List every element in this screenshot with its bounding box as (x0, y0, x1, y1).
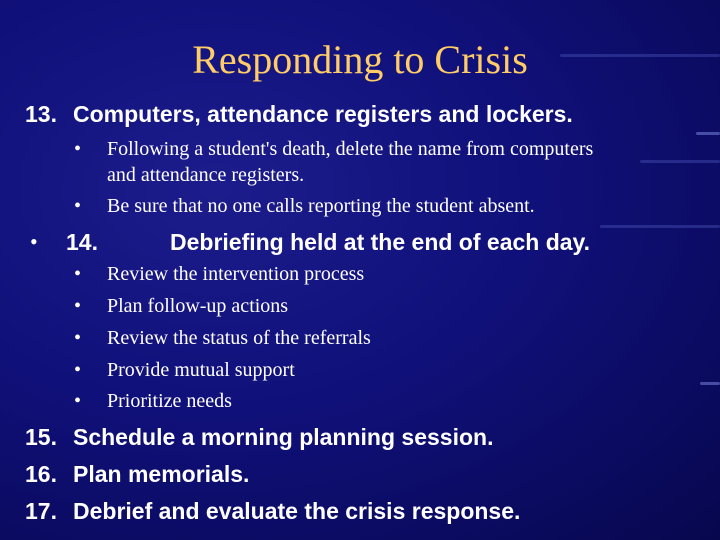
slide-title: Responding to Crisis (192, 37, 528, 82)
item-number: 13. (25, 101, 57, 127)
bullet-text: Prioritize needs (107, 390, 232, 412)
bullet-text: Review the intervention process (107, 263, 365, 285)
list-item-15 (25, 424, 494, 451)
bullet-text-line: and attendance registers. (107, 164, 305, 186)
background-streak (600, 225, 720, 228)
bullet-marker: • (74, 138, 82, 160)
item-number: 16. (25, 461, 57, 487)
item-text: Computers, attendance registers and lockers. (73, 101, 573, 127)
item-number: 15. (25, 424, 57, 450)
bullet-text: Plan follow-up actions (107, 295, 289, 317)
background-streak (640, 160, 720, 163)
bullet-text-line: Following a student's death, delete the name from computers (107, 138, 594, 160)
item-number: 14. (66, 229, 98, 255)
list-item-17 (25, 498, 521, 525)
item-text: Schedule a morning planning session. (73, 424, 494, 450)
list-item-13 (25, 101, 573, 128)
background-streak (696, 132, 720, 135)
item-number: 17. (25, 498, 57, 524)
list-item-16 (25, 461, 250, 488)
bullet-marker: • (30, 229, 38, 254)
bullet-marker: • (74, 195, 82, 217)
bullet-marker: • (74, 359, 82, 381)
item-text: Plan memorials. (73, 461, 250, 487)
bullet-marker: • (74, 263, 82, 285)
bullet-marker: • (74, 295, 82, 317)
bullet-text: Provide mutual support (107, 359, 295, 381)
background-streak (700, 382, 720, 385)
bullet-text: Review the status of the referrals (107, 327, 371, 349)
item-text: Debriefing held at the end of each day. (170, 229, 591, 255)
item-text: Debrief and evaluate the crisis response. (73, 498, 521, 524)
bullet-marker: • (74, 390, 82, 412)
bullet-marker: • (74, 327, 82, 349)
bullet-text: Be sure that no one calls reporting the student absent. (107, 195, 535, 217)
